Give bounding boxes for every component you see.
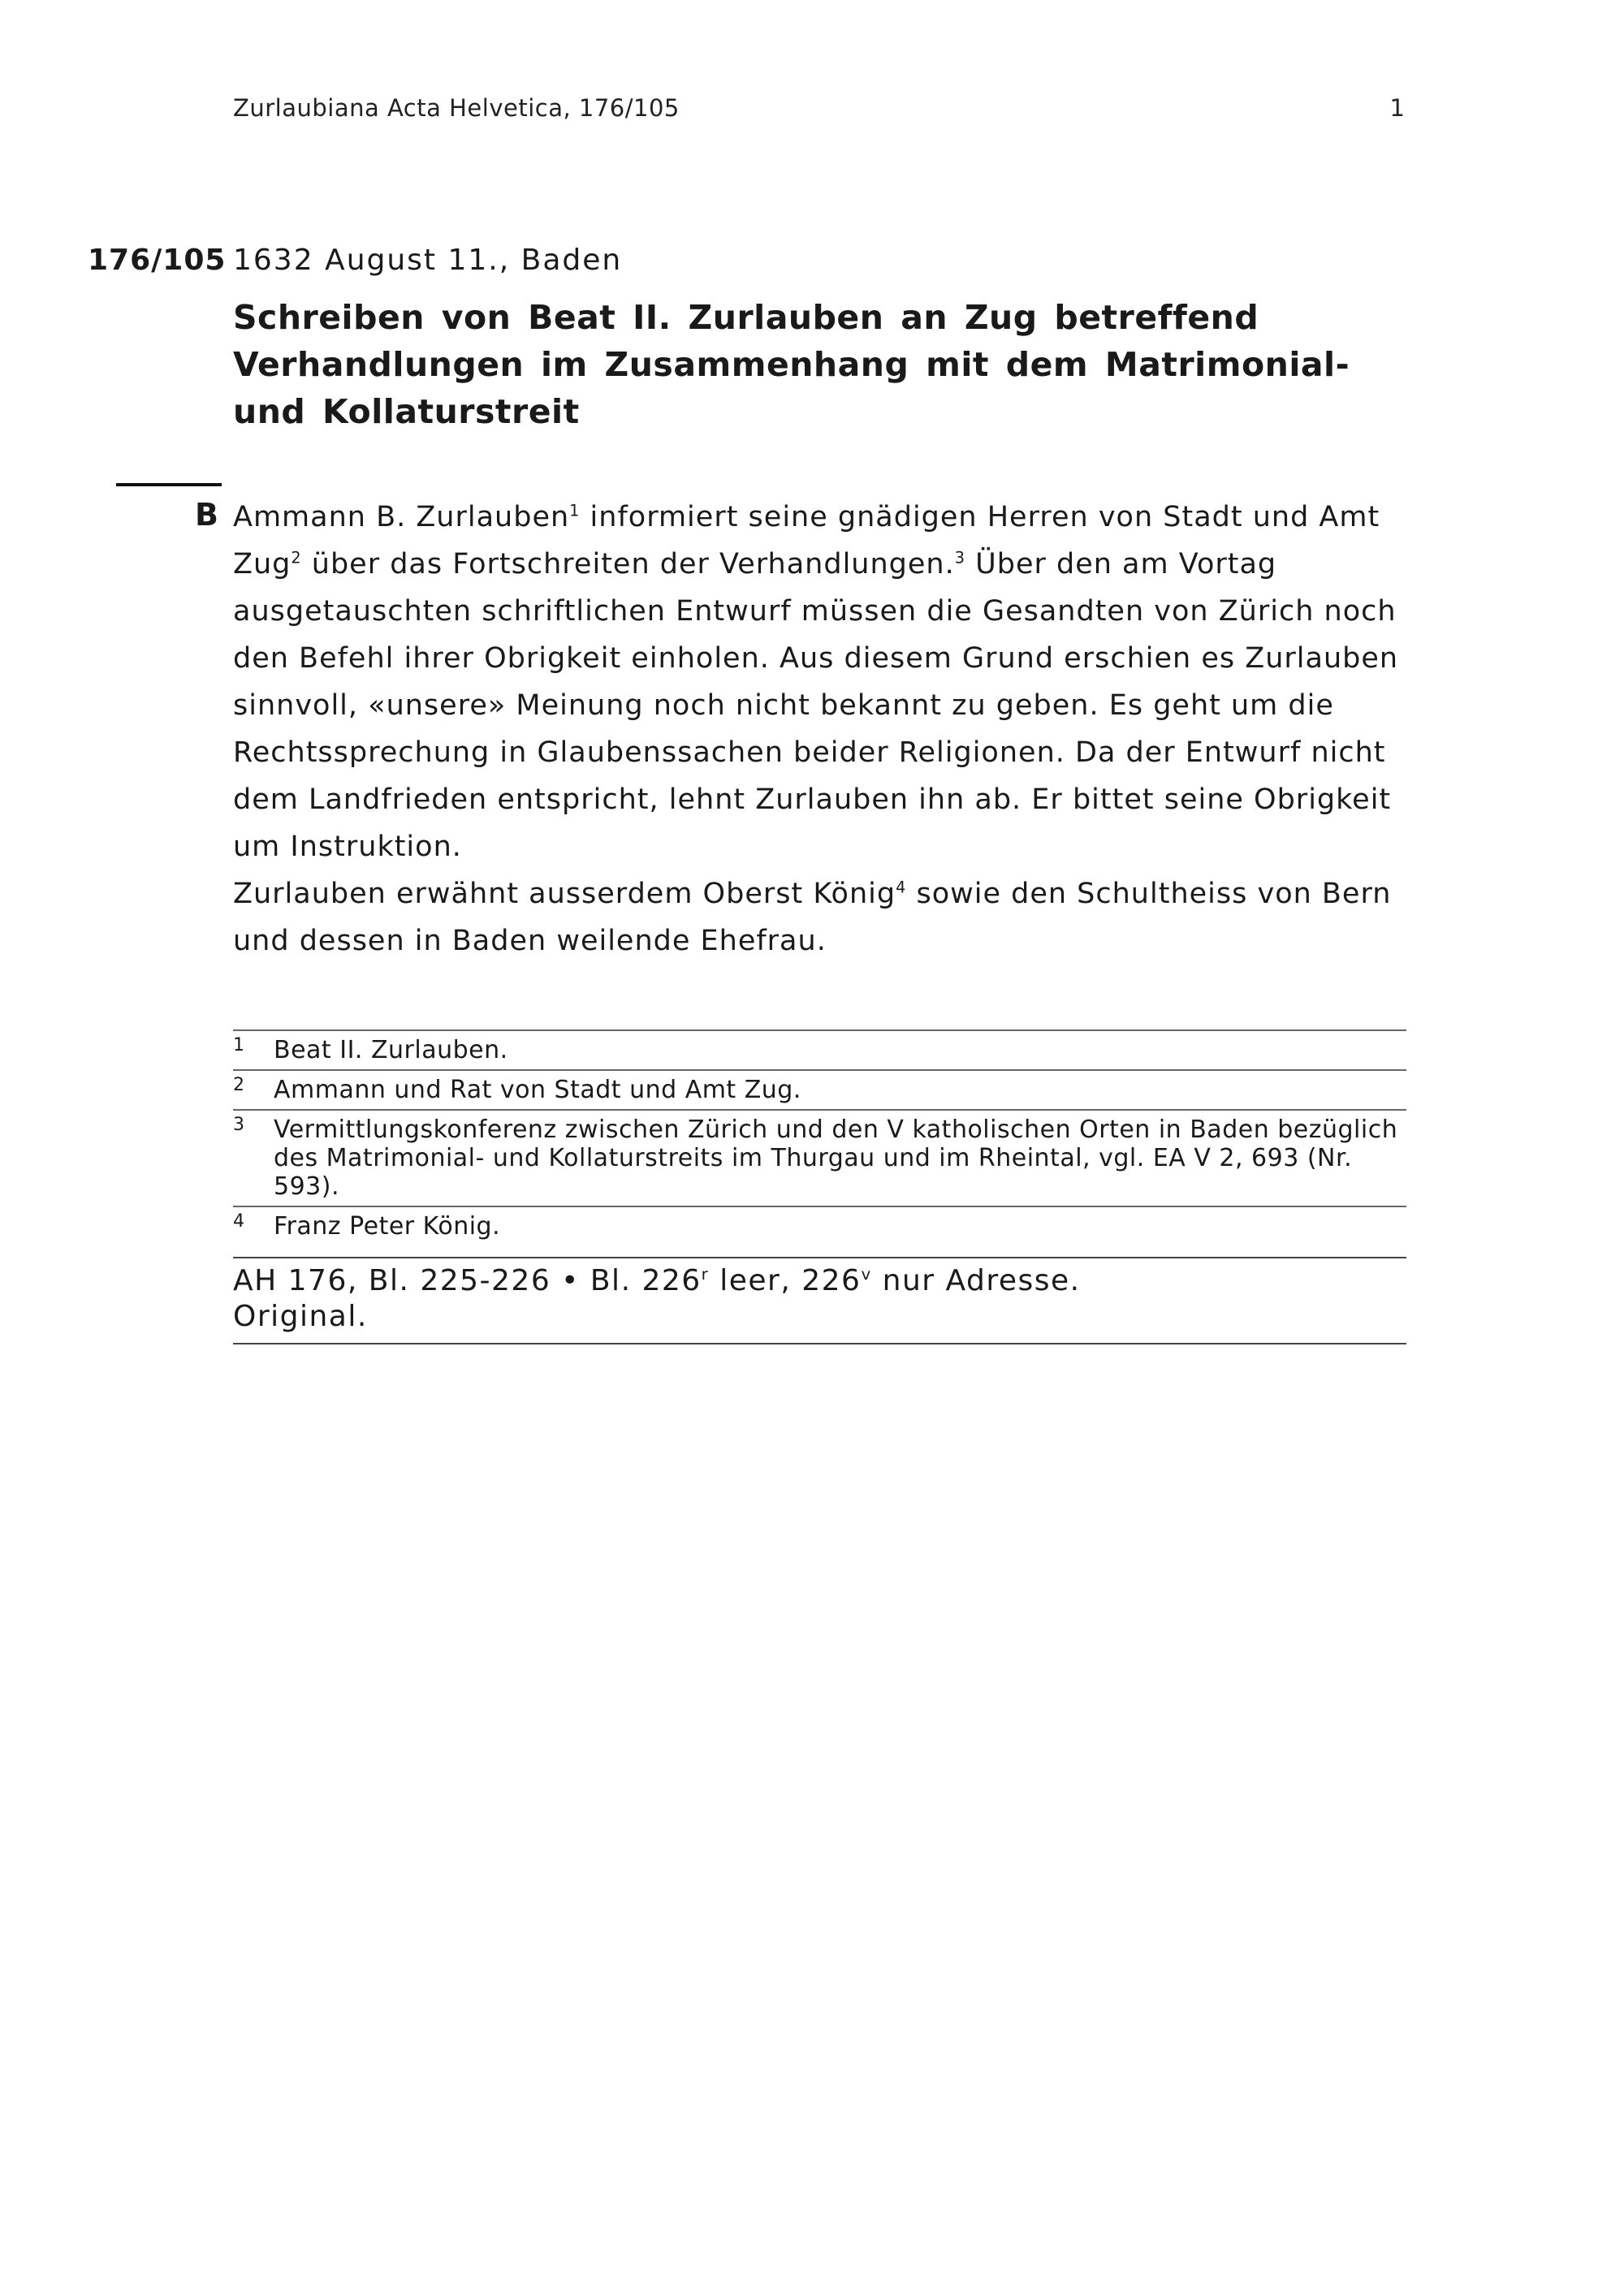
footnote-ref-1[interactable]: 1 [569, 501, 581, 520]
document-date-place: 1632 August 11., Baden [233, 244, 623, 277]
footnote-ref-2[interactable]: 2 [291, 548, 302, 568]
footnote-text: Vermittlungskonferenz zwischen Zürich und den V katholischen Orten in Baden bezüglich des Matrimonial- und Kollaturstreits im Thurgau und im Rheintal, vgl. EA V 2, 693 (Nr. 593). [274, 1116, 1398, 1201]
footnote-number: 2 [233, 1075, 245, 1095]
footnote-text: Ammann und Rat von Stadt und Amt Zug. [274, 1076, 801, 1104]
footnote-number: 3 [233, 1115, 245, 1135]
footnote-number: 4 [233, 1211, 245, 1232]
section-marker: B [195, 497, 218, 533]
running-header: Zurlaubiana Acta Helvetica, 176/105 [233, 94, 680, 122]
footnote-item [233, 1029, 1406, 1069]
footnote-item [233, 1206, 1406, 1245]
summary-paragraph-1: Ammann B. Zurlauben$^1$ informiert seine gnädigen Herren von Stadt und Amt Zug$^2$ über das Fortschreiten der Verhandlungen.$^3$ Über den am Vortag ausgetauschten schriftlichen Entwurf müssen die Gesandten von Zürich noch den Befehl ihrer Obrigkeit einholen. Aus diesem Grund erschien es Zurlauben sinnvoll, «unsere» Meinung noch nicht bekannt zu geben. Es geht um die Rechtssprechung in Glaubenssachen beider Religionen. Da der Entwurf nicht dem Landfrieden entspricht, lehnt Zurlauben ihn ab. Er bittet seine Obrigkeit um Instruktion. [233, 501, 1399, 863]
page-number: 1 [1389, 94, 1405, 122]
source-line-1: AH 176, Bl. 225-226 • Bl. 226$^r$ leer, 226$^v$ nur Adresse. [233, 1264, 1081, 1297]
footnote-number: 1 [233, 1035, 245, 1055]
footnote-text: Beat II. Zurlauben. [274, 1036, 508, 1064]
footnote-text: Franz Peter König. [274, 1212, 501, 1241]
footnote-ref-4[interactable]: 4 [896, 878, 907, 897]
source-line-2: Original. [233, 1300, 368, 1333]
footnote-item [233, 1069, 1406, 1109]
summary-text [233, 494, 1402, 965]
summary-paragraph-2: Zurlauben erwähnt ausserdem Oberst König$^4$ sowie den Schultheiss von Bern und dessen in Baden weilende Ehefrau. [233, 878, 1392, 957]
document-number: 176/105 [88, 244, 227, 277]
footnote-item [233, 1109, 1406, 1206]
footnotes [233, 1029, 1406, 1245]
source-note [233, 1257, 1406, 1344]
section-divider [116, 483, 222, 486]
document-title: Schreiben von Beat II. Zurlauben an Zug betreffend Verhandlungen im Zusammenhang mit dem Matrimonial- und Kollaturstreit [233, 298, 1350, 431]
footnote-ref-3[interactable]: 3 [954, 548, 965, 568]
